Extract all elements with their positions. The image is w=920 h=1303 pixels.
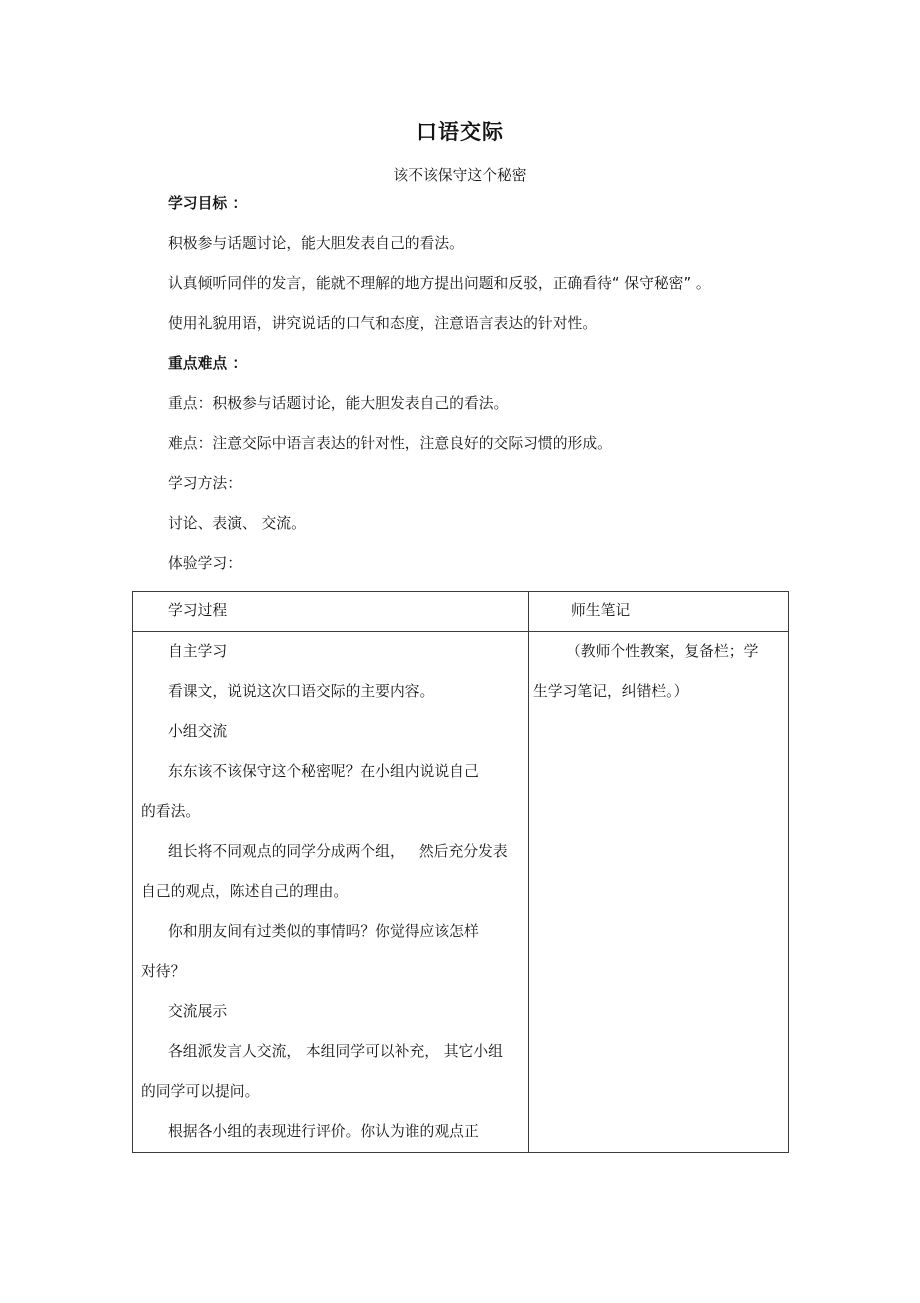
page-subtitle: 该不该保守这个秘密 [393,167,527,184]
doc-line: 难点：注意交际中语言表达的针对性，注意良好的交际习惯的形成。 [168,435,612,452]
doc-line: 使用礼貌用语，讲究说话的口气和态度，注意语言表达的针对性。 [168,315,598,332]
process-line: 自主学习 [168,643,228,660]
page-title: 口语交际 [416,120,504,144]
process-line: 各组派发言人交流， 本组同学可以补充， 其它小组 [168,1043,503,1060]
notes-line: 生学习笔记，纠错栏。） [533,683,689,700]
process-line: 小组交流 [168,723,228,740]
doc-line-experience-label: 体验学习： [168,555,242,572]
doc-line-keypoints-label: 重点难点 ： [168,355,248,372]
doc-line-objectives-label: 学习目标 ： [168,195,248,212]
doc-line: 认真倾听同伴的发言，能就不理解的地方提出问题和反驳，正确看待“ 保守秘密” 。 [168,275,711,292]
doc-line: 讨论、表演、 交流。 [168,515,306,532]
doc-line: 积极参与话题讨论，能大胆发表自己的看法。 [168,235,464,252]
process-line: 的看法。 [141,803,201,820]
table-cell-process [133,632,529,1152]
process-line: 对待？ [141,963,186,980]
process-line: 根据各小组的表现进行评价。你认为谁的观点正 [168,1123,479,1140]
body-text [168,184,788,584]
lesson-table [132,591,789,1153]
doc-line-methods-label: 学习方法： [168,475,242,492]
notes-line: （教师个性教案，复备栏；学 [566,643,759,660]
process-line: 交流展示 [168,1003,228,1020]
process-line: 看课文，说说这次口语交际的主要内容。 [168,683,435,700]
doc-line: 重点：积极参与话题讨论，能大胆发表自己的看法。 [168,395,509,412]
table-cell-notes [529,632,788,1152]
process-line: 自己的观点，陈述自己的理由。 [141,883,349,900]
table-header-notes: 师生笔记 [571,602,631,619]
table-header-process: 学习过程 [133,592,529,631]
process-line: 东东该不该保守这个秘密呢？在小组内说说自己 [168,763,479,780]
table-header-row [133,592,788,632]
process-line: 的同学可以提问。 [141,1083,260,1100]
process-line: 你和朋友间有过类似的事情吗？你觉得应该怎样 [168,923,479,940]
table-body-row [133,632,788,1152]
process-line: 组长将不同观点的同学分成两个组， 然后充分发表 [168,843,508,860]
